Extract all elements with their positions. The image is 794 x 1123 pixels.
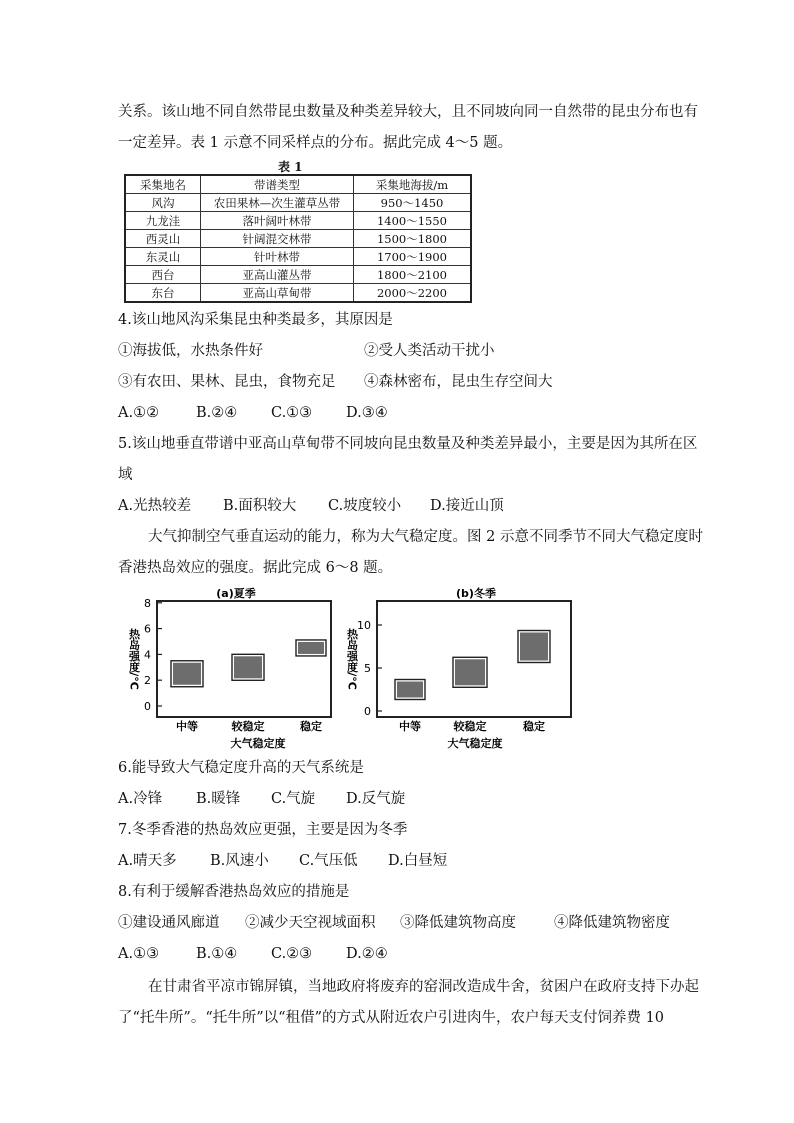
question-4-option-a[interactable]: A.①② xyxy=(118,405,160,421)
y-tick-labels xyxy=(144,597,151,713)
question-8-stem: 8.有利于缓解香港热岛效应的措施是 xyxy=(118,884,350,900)
data-point xyxy=(296,640,326,656)
data-points xyxy=(171,640,326,687)
intro-line-1: 关系。该山地不同自然带昆虫数量及种类差异较大，且不同坡向同一自然带的昆虫分布也有 xyxy=(118,104,698,120)
y-tick-label: 8 xyxy=(144,596,151,610)
y-tick-label: 10 xyxy=(357,619,371,632)
table-header-row xyxy=(125,175,471,194)
chart-winter xyxy=(346,586,572,750)
table-header: 采集地海拔/m xyxy=(354,175,472,194)
table-row xyxy=(125,284,471,303)
table-cell: 1400～1550 xyxy=(354,212,472,230)
intro-2-line-1: 大气抑制空气垂直运动的能力，称为大气稳定度。图 2 示意不同季节不同大气稳定度时 xyxy=(148,529,703,545)
question-5-option-b[interactable]: B.面积较大 xyxy=(223,498,297,514)
y-tick-label: 0 xyxy=(364,705,371,718)
intro-3-line-2: 了“托牛所”。“托牛所”以“租借”的方式从附近农户引进肉牛，农户每天支付饲养费 10 xyxy=(118,1010,665,1026)
x-axis-label: 大气稳定度 xyxy=(230,737,286,750)
question-7-option-a[interactable]: A.晴天多 xyxy=(118,853,177,869)
question-8-statement: ②减少天空视域面积 xyxy=(245,915,376,931)
table-cell: 针叶林带 xyxy=(201,248,354,266)
question-4-statement: ①海拔低，水热条件好 xyxy=(118,343,263,359)
question-5-option-a[interactable]: A.光热较差 xyxy=(118,498,192,514)
question-6-option-b[interactable]: B.暖锋 xyxy=(196,791,241,807)
y-tick-label: 5 xyxy=(364,662,371,675)
table-cell: 2000～2200 xyxy=(354,284,472,303)
data-point xyxy=(232,654,264,680)
x-tick-label: 中等 xyxy=(176,720,198,733)
table-caption: 表 1 xyxy=(278,160,303,174)
y-tick-label: 2 xyxy=(144,674,151,688)
table-row xyxy=(125,230,471,248)
data-point xyxy=(395,680,425,700)
question-4-statement: ③有农田、果林、昆虫，食物充足 xyxy=(118,374,336,390)
data-point xyxy=(518,631,550,663)
table-1 xyxy=(124,174,472,303)
question-7-option-c[interactable]: C.气压低 xyxy=(299,853,358,869)
data-point xyxy=(453,657,487,687)
question-4-option-b[interactable]: B.②④ xyxy=(196,405,238,421)
x-tick-label: 较稳定 xyxy=(453,720,487,733)
question-6-stem: 6.能导致大气稳定度升高的天气系统是 xyxy=(118,760,364,776)
table-header: 带谱类型 xyxy=(201,175,354,194)
question-8-option-b[interactable]: B.①④ xyxy=(196,946,238,962)
figure-2 xyxy=(0,585,794,755)
question-4-statement: ②受人类活动干扰小 xyxy=(364,343,495,359)
question-4-option-c[interactable]: C.①③ xyxy=(271,405,313,421)
question-5-stem-line-2: 域 xyxy=(118,467,133,483)
x-axis-label: 大气稳定度 xyxy=(447,737,503,750)
table-cell: 亚高山草甸带 xyxy=(201,284,354,303)
y-tick-label: 6 xyxy=(144,622,151,636)
question-4-statement: ④森林密布，昆虫生存空间大 xyxy=(364,374,553,390)
question-7-stem: 7.冬季香港的热岛效应更强，主要是因为冬季 xyxy=(118,822,408,838)
table-cell: 东台 xyxy=(125,284,201,303)
table-cell: 西灵山 xyxy=(125,230,201,248)
question-8-statement: ④降低建筑物密度 xyxy=(554,915,670,931)
table-cell: 针阔混交林带 xyxy=(201,230,354,248)
x-tick-label: 较稳定 xyxy=(231,720,265,733)
question-8-statement: ③降低建筑物高度 xyxy=(400,915,516,931)
x-tick-label: 中等 xyxy=(399,720,421,733)
table-header: 采集地名 xyxy=(125,175,201,194)
chart-title: (b)冬季 xyxy=(456,587,496,600)
table-cell: 1500～1800 xyxy=(354,230,472,248)
table-cell: 九龙洼 xyxy=(125,212,201,230)
x-tick-label: 稳定 xyxy=(523,720,545,733)
table-cell: 西台 xyxy=(125,266,201,284)
chart-summer xyxy=(128,586,332,750)
data-point xyxy=(171,661,203,687)
table-row xyxy=(125,266,471,284)
y-tick-label: 0 xyxy=(144,700,151,713)
question-7-option-d[interactable]: D.白昼短 xyxy=(388,853,448,869)
question-6-option-a[interactable]: A.冷锋 xyxy=(118,791,163,807)
question-5-option-d[interactable]: D.接近山顶 xyxy=(430,498,504,514)
question-6-option-d[interactable]: D.反气旋 xyxy=(346,791,406,807)
table-cell: 950～1450 xyxy=(354,194,472,212)
question-5-stem-line-1: 5.该山地垂直带谱中亚高山草甸带不同坡向昆虫数量及种类差异最小，主要是因为其所在区 xyxy=(118,436,698,452)
table-row xyxy=(125,248,471,266)
question-8-option-c[interactable]: C.②③ xyxy=(271,946,313,962)
intro-line-2: 一定差异。表 1 示意不同采样点的分布。据此完成 4～5 题。 xyxy=(118,135,513,151)
question-8-statement: ①建设通风廊道 xyxy=(118,915,220,931)
data-points xyxy=(395,631,550,700)
table-cell: 落叶阔叶林带 xyxy=(201,212,354,230)
table-cell: 1700～1900 xyxy=(354,248,472,266)
x-tick-label: 稳定 xyxy=(300,720,322,733)
intro-2-line-2: 香港热岛效应的强度。据此完成 6～8 题。 xyxy=(118,560,393,576)
question-6-option-c[interactable]: C.气旋 xyxy=(271,791,316,807)
table-cell: 风沟 xyxy=(125,194,201,212)
y-axis-label: 热岛强度/°C xyxy=(345,628,359,690)
chart-title: (a)夏季 xyxy=(216,587,256,600)
y-tick-label: 4 xyxy=(144,648,151,662)
table-cell: 农田果林—次生灌草丛带 xyxy=(201,194,354,212)
table-cell: 1800～2100 xyxy=(354,266,472,284)
y-axis-label: 热岛强度/°C xyxy=(127,628,141,690)
table-row xyxy=(125,212,471,230)
question-8-option-a[interactable]: A.①③ xyxy=(118,946,160,962)
question-4-option-d[interactable]: D.③④ xyxy=(346,405,388,421)
question-8-option-d[interactable]: D.②④ xyxy=(346,946,388,962)
table-row xyxy=(125,194,471,212)
question-5-option-c[interactable]: C.坡度较小 xyxy=(328,498,402,514)
table-cell: 东灵山 xyxy=(125,248,201,266)
y-tick-labels xyxy=(357,619,371,718)
question-4-stem: 4.该山地风沟采集昆虫种类最多，其原因是 xyxy=(118,312,393,328)
table-cell: 亚高山灌丛带 xyxy=(201,266,354,284)
intro-3-line-1: 在甘肃省平凉市锦屏镇，当地政府将废弃的窑洞改造成牛舍，贫困户在政府支持下办起 xyxy=(148,979,699,995)
question-7-option-b[interactable]: B.风速小 xyxy=(210,853,269,869)
